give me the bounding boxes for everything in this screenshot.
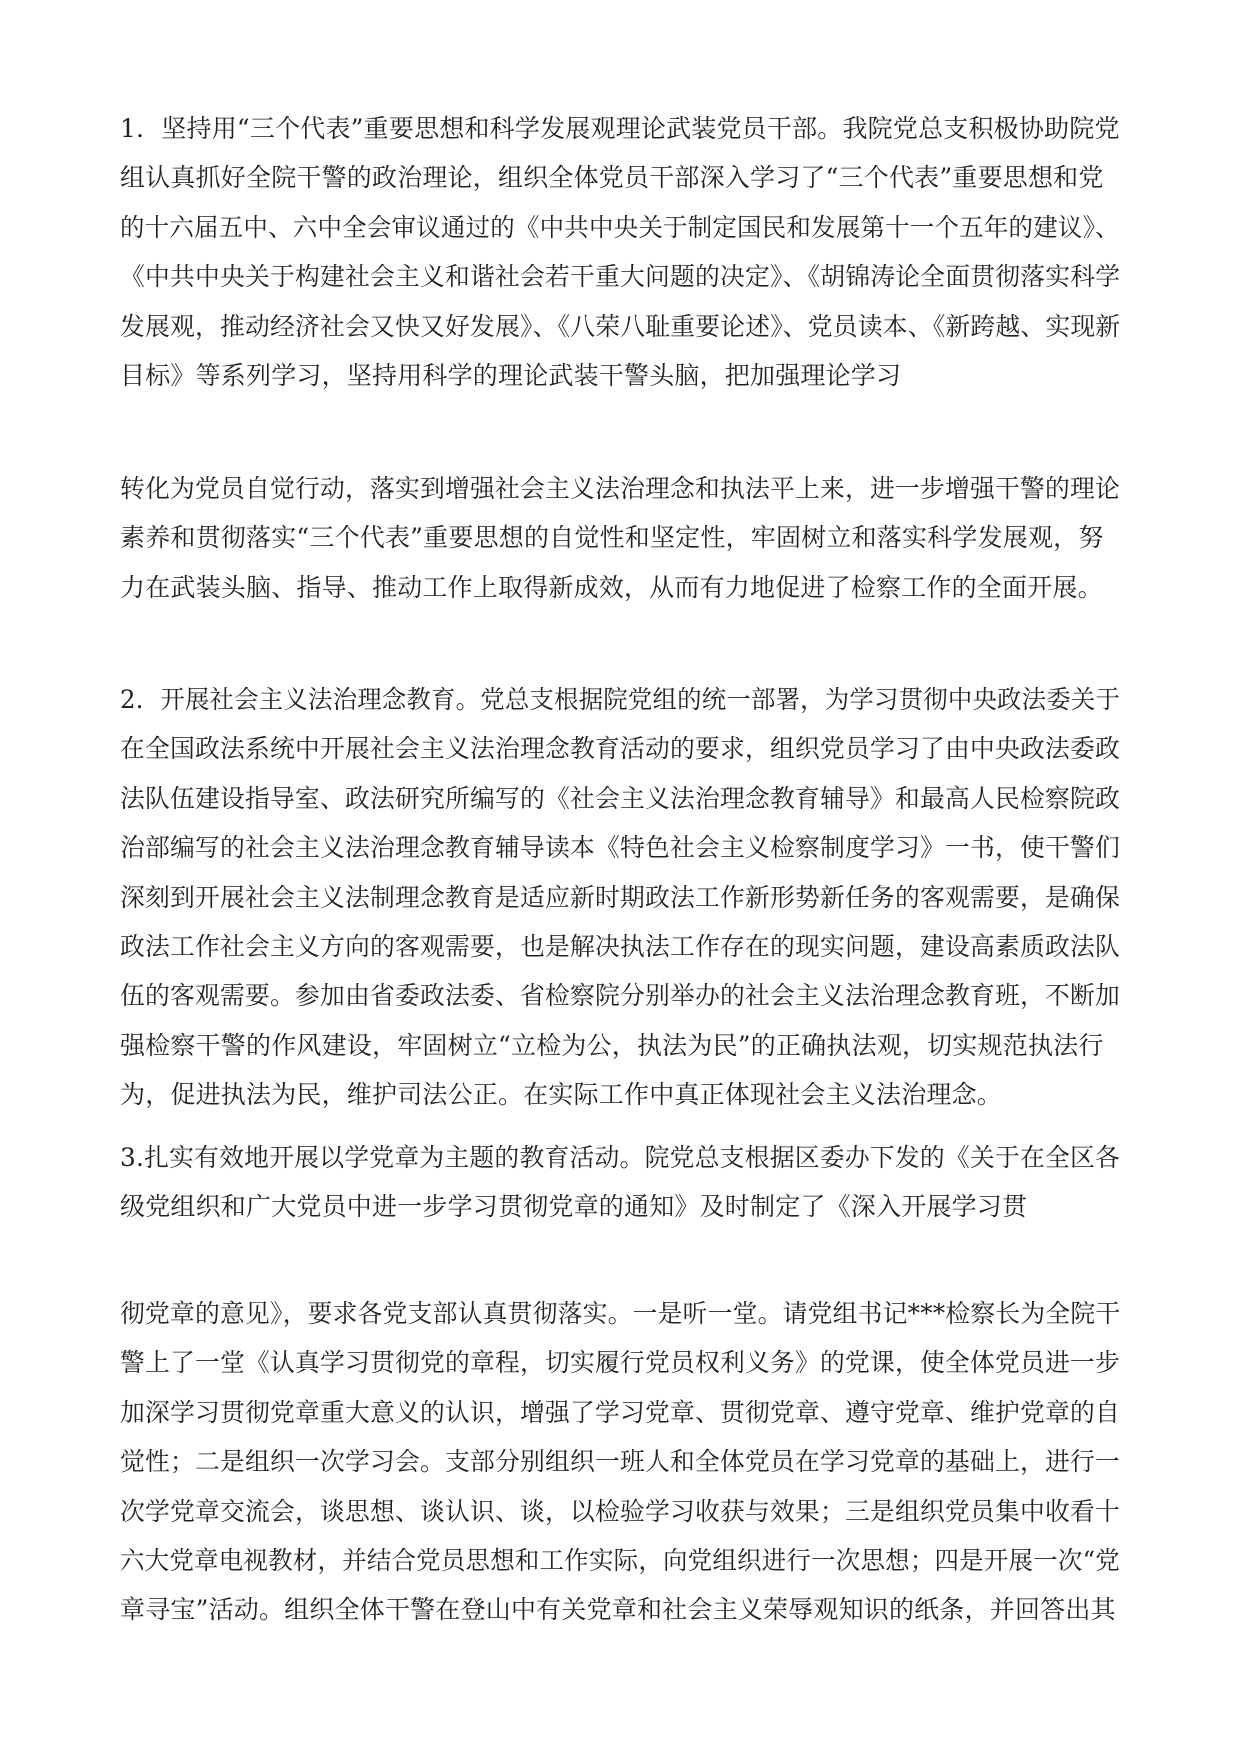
text-line: 《中共中央关于构建社会主义和谐社会若干重大问题的决定》、《胡锦涛论全面贯彻落实科学: [120, 262, 1121, 292]
text-line: 发展观，推动经济社会又快又好发展》、《八荣八耻重要论述》、党员读本、《新跨越、实现新: [120, 311, 1121, 341]
text-line: 1．坚持用“三个代表”重要思想和科学发展观理论武装党员干部。我院党总支积极协助院党: [120, 114, 1120, 143]
text-line: 的十六届五中、六中全会审议通过的《中共中央关于制定国民和发展第十一个五年的建议》、: [120, 212, 1120, 242]
text-line: 章寻宝”活动。组织全体干警在登山中有关党章和社会主义荣辱观知识的纸条，并回答出其: [120, 1595, 1116, 1625]
text-line: 六大党章电视教材，并结合党员思想和工作实际，向党组织进行一次思想；四是开展一次“党: [120, 1545, 1120, 1575]
text-line: 治部编写的社会主义法治理念教育辅导读本《特色社会主义检察制度学习》一书，使干警们: [120, 833, 1121, 863]
paragraph-1: [120, 104, 1120, 400]
text-line: 2．开展社会主义法治理念教育。党总支根据院党组的统一部署，为学习贯彻中央政法委关于: [120, 685, 1121, 714]
text-line: 警上了一堂《认真学习贯彻党的章程，切实履行党员权利义务》的党课，使全体党员进一步: [120, 1348, 1121, 1378]
paragraph-2: [120, 464, 1120, 612]
text-line: 为，促进执法为民，维护司法公正。在实际工作中真正体现社会主义法治理念。: [120, 1080, 1003, 1110]
text-line: 力在武装头脑、指导、推动工作上取得新成效，从而有力地促进了检察工作的全面开展。: [120, 572, 1103, 602]
text-line: 政法工作社会主义方向的客观需要，也是解决执法工作存在的现实问题，建设高素质政法队: [120, 931, 1121, 961]
paragraph-5: [120, 1289, 1120, 1635]
text-line: 伍的客观需要。参加由省委政法委、省检察院分别举办的社会主义法治理念教育班，不断加: [120, 981, 1121, 1011]
text-line: 级党组织和广大党员中进一步学习贯彻党章的通知》及时制定了《深入开展学习贯: [120, 1192, 1028, 1222]
text-line: 强检察干警的作风建设，牢固树立“立检为公，执法为民”的正确执法观，切实规范执法行: [120, 1030, 1104, 1060]
text-line: 法队伍建设指导室、政法研究所编写的《社会主义法治理念教育辅导》和最高人民检察院政: [120, 783, 1121, 813]
paragraph-3: [120, 675, 1120, 1120]
text-line: 转化为党员自觉行动，落实到增强社会主义法治理念和执法平上来，进一步增强干警的理论: [120, 474, 1121, 503]
text-line: 彻党章的意见》，要求各党支部认真贯彻落实。一是听一堂。请党组书记***检察长为全院干: [120, 1299, 1121, 1328]
text-line: 次学党章交流会，谈思想、谈认识、谈，以检验学习收获与效果；三是组织党员集中收看十: [120, 1496, 1121, 1526]
text-line: 3.扎实有效地开展以学党章为主题的教育活动。院党总支根据区委办下发的《关于在全区各: [120, 1143, 1121, 1172]
text-line: 深刻到开展社会主义法制理念教育是适应新时期政法工作新形势新任务的客观需要，是确保: [120, 882, 1121, 912]
text-line: 加深学习贯彻党章重大意义的认识，增强了学习党章、贯彻党章、遵守党章、维护党章的自: [120, 1397, 1121, 1427]
text-line: 在全国政法系统中开展社会主义法治理念教育活动的要求，组织党员学习了由中央政法委政: [120, 734, 1121, 764]
text-line: 组认真抓好全院干警的政治理论，组织全体党员干部深入学习了“三个代表”重要思想和党: [120, 163, 1104, 193]
paragraph-4: [120, 1133, 1120, 1232]
text-line: 目标》等系列学习，坚持用科学的理论武装干警头脑，把加强理论学习: [120, 360, 902, 390]
text-line: 觉性；二是组织一次学习会。支部分别组织一班人和全体党员在学习党章的基础上，进行一: [120, 1447, 1121, 1477]
text-line: 素养和贯彻落实“三个代表”重要思想的自觉性和坚定性，牢固树立和落实科学发展观，努: [120, 523, 1104, 553]
